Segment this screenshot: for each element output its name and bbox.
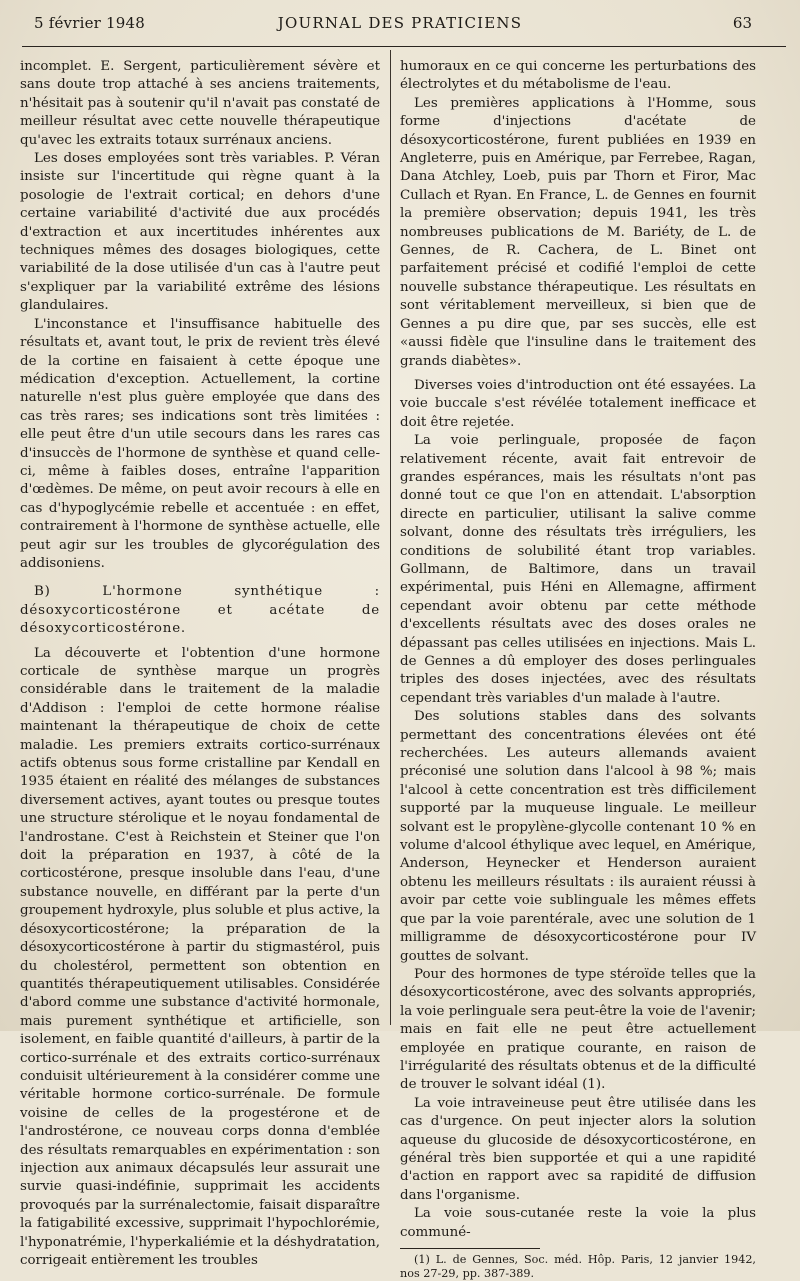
right-paragraph-1: humoraux en ce qui concerne les perturbations des électrolytes et du métabolisme de l'eau. xyxy=(400,59,756,93)
right-paragraph-4: La voie perlinguale, proposée de façon relativement récente, avait fait entrevoir de grandes espérances, mais les résultats n'ont pas donné tout ce que l'on en attendait. L'absorption directe en particulier, utilisant la salive comme solvant, donne des résultats très irréguliers, les conditions de solubilité étant trop variables. Gollmann, de Baltimore, dans un travail expérimental, puis Héni en Allemagne, affirment cependant avoir obtenu par cette méthode d'excellents résultats avec des doses orales ne dépassant pas celles utilisées en injections. Mais L. de Gennes a dû employer des doses perlinguales triples des doses injectées, avec des résultats cependant très variables d'un malade à l'autre. xyxy=(400,433,756,706)
section-heading: B) L'hormone synthétique : désoxycorticostérone et acétate de désoxycorticostérone. xyxy=(20,584,380,637)
left-paragraph-2: Les doses employées sont très variables. P. Véran insiste sur l'incertitude qui règne quant à la posologie de l'extrait cortical; en dehors d'une certaine variabilité d'activité due aux procédés d'extraction et aux incertitudes inhérentes aux techniques mêmes des dosages biologiques, cette variabilité de la dose utilisée d'un cas à l'autre peut s'expliquer par la variabilité extrême des lésions glandulaires. xyxy=(20,151,380,314)
running-head xyxy=(0,0,800,52)
left-paragraph-4: La découverte et l'obtention d'une hormone corticale de synthèse marque un progrès considérable dans le traitement de la maladie d'Addison : l'emploi de cette hormone réalise maintenant la thérapeutique de choix de cette maladie. Les premiers extraits cortico-surrénaux actifs obtenus sous forme cristalline par Kendall en 1935 étaient en réalité des mélanges de substances diversement actives, ayant toutes ou presque toutes une structure stérolique et le noyau fondamental de l'androstane. C'est à Reichstein et Steiner que l'on doit la préparation en 1937, à côté de la corticostérone, presque insoluble dans l'eau, d'une substance nouvelle, en différant par la perte d'un groupement hydroxyle, plus soluble et plus active, la désoxycorticostérone; la préparation de la désoxycorticostérone à partir du stigmastérol, puis du cholestérol, permettent son obtention en quantités thérapeutiquement utilisables. Considérée d'abord comme une substance d'activité hormonale, mais purement synthétique et artificielle, son isolement, en faible quantité d'ailleurs, à partir de la cortico-surrénale et des extraits cortico-surrénaux conduisit ultérieurement à la considérer comme une véritable hormone cortico-surrénale. De formule voisine de celles de la progestérone et de l'androstérone, ce nouveau corps donna d'emblée des résultats remarquables en expérimentation : son injection aux animaux décapsulés leur assurait une survie quasi-indéfinie, supprimait les accidents provoqués par la surrénalectomie, faisait disparaître la fatigabilité excessive, supprimait l'hypochlorémie, l'hyponatrémie, l'hyperkaliémie et la déshydratation, corrigeait entièrement les troubles xyxy=(20,645,380,1268)
page-number: 63 xyxy=(732,14,752,32)
right-paragraph-6: Pour des hormones de type stéroïde telles que la désoxycorticostérone, avec des solvants appropriés, la voie perlinguale sera peut-être la voie de l'avenir; mais en fait elle ne peut être actuellement employée en pratique courante, en raison de l'irrégularité des résultats obtenus et de la difficulté de trouver le solvant idéal (1). xyxy=(400,966,756,1093)
right-column xyxy=(400,58,756,1281)
left-paragraph-1: incomplet. E. Sergent, particulièrement sévère et sans doute trop attaché à ses anciens traitements, n'hésitait pas à soutenir qu'il n'avait pas constaté de meilleur résultat avec cette nouvelle thérapeutique qu'avec les extraits totaux surrénaux anciens. xyxy=(20,59,380,148)
right-paragraph-5: Des solutions stables dans des solvants permettant des concentrations élevées ont été recherchées. Les auteurs allemands avaient préconisé une solution dans l'alcool à 98 %; mais l'alcool à cette concentration est très difficilement supporté par la muqueuse linguale. Le meilleur solvant est le propylène-glycolle contenant 10 % en volume d'alcool éthylique avec lequel, en Amérique, Anderson, Heynecker et Henderson auraient obtenu les meilleurs résultats : ils auraient réussi à avoir par cette voie sublinguale les mêmes effets que par la voie parentérale, avec une solution de 1 milligramme de désoxycorticostérone pour IV gouttes de solvant. xyxy=(400,709,756,964)
right-paragraph-8: La voie sous-cutanée reste la voie la plus communé- xyxy=(400,1206,756,1240)
right-paragraph-3: Diverses voies d'introduction ont été essayées. La voie buccale s'est révélée totalement inefficace et doit être rejetée. xyxy=(400,377,756,430)
left-paragraph-3: L'inconstance et l'insuffisance habituelle des résultats et, avant tout, le prix de revient très élevé de la cortine en faisaient à cette époque une médication d'exception. Actuellement, la cortine naturelle n'est plus guère employée que dans des cas très rares; ses indications sont très limitées : elle peut être d'un utile secours dans les rares cas d'insuccès de l'hormone de synthèse et quand celle-ci, même à faibles doses, entraîne l'apparition d'œdèmes. De même, on peut avoir recours à elle en cas d'hypoglycémie rebelle et accentuée : en effet, contrairement à l'hormone de synthèse actuelle, elle peut agir sur les troubles de glycorégulation des addisoniens. xyxy=(20,316,380,571)
journal-title: JOURNAL DES PRATICIENS xyxy=(277,14,523,32)
footnote-rule xyxy=(400,1248,540,1249)
column-divider xyxy=(390,50,391,1025)
issue-date: 5 février 1948 xyxy=(34,14,145,32)
right-paragraph-7: La voie intraveineuse peut être utilisée dans les cas d'urgence. On peut injecter alors la solution aqueuse du glucoside de désoxycorticostérone, en général très bien supportée et qui a une rapidité d'action en rapport avec sa rapidité de diffusion dans l'organisme. xyxy=(400,1095,756,1203)
header-rule xyxy=(22,46,786,47)
right-paragraph-2: Les premières applications à l'Homme, sous forme d'injections d'acétate de désoxycorticostérone, furent publiées en 1939 en Angleterre, puis en Amérique, par Ferrebee, Ragan, Dana Atchley, Loeb, puis par Thorn et Firor, Mac Cullach et Ryan. En France, L. de Gennes en fournit la première observation; depuis 1941, les très nombreuses publications de M. Bariéty, de L. de Gennes, de R. Cachera, de L. Binet ont parfaitement précisé et codifié l'emploi de cette nouvelle substance thérapeutique. Les résultats en sont véritablement merveilleux, si bien que de Gennes a pu dire que, par ses succès, elle est «aussi fidèle que l'insuline dans le traitement des grands diabètes». xyxy=(400,95,756,369)
footnote: (1) L. de Gennes, Soc. méd. Hôp. Paris, 12 janvier 1942, nos 27-29, pp. 387-389. xyxy=(400,1253,756,1280)
left-column xyxy=(20,58,380,1270)
